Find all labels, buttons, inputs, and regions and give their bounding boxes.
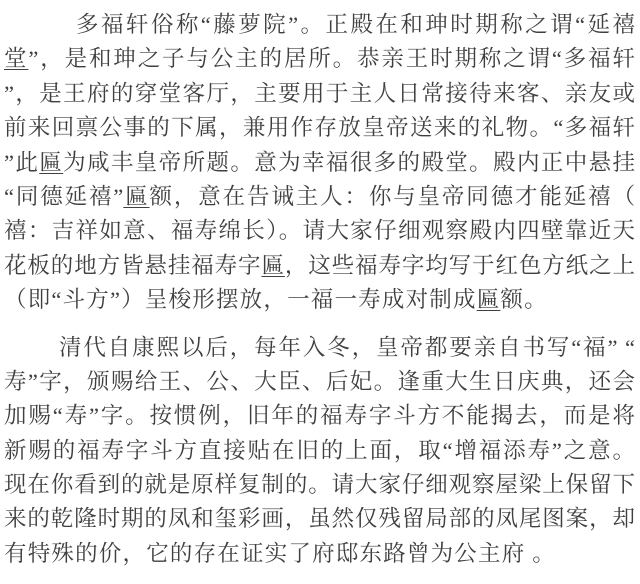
text-segment: 清代自康熙以后，每年入冬，皇帝都要亲自书写“福” “ — [59, 334, 635, 360]
underlined-text-segment: 匾 — [476, 287, 501, 313]
text-segment: ”，是王府的穿堂客厅，主要用于主人日常接待来客、亲友或 — [4, 80, 635, 106]
text-line — [4, 468, 635, 502]
text-line — [4, 146, 635, 180]
text-line — [4, 537, 635, 571]
text-segment: 前来回禀公事的下属，兼用作存放皇帝送来的礼物。“多福轩 — [4, 115, 635, 141]
text-segment: 花板的地方皆悬挂福寿字 — [4, 252, 262, 278]
text-line — [4, 502, 635, 536]
paragraph-1 — [4, 8, 635, 318]
text-line — [4, 331, 635, 365]
underlined-text-segment: 堂 — [4, 46, 29, 72]
text-segment: ，这些福寿字均写于红色方纸之上 — [284, 252, 635, 278]
text-segment: 加赐“寿”字。按惯例，旧年的福寿字斗方不能揭去，而是将 — [4, 403, 635, 429]
text-segment: 新赐的福寿字斗方直接贴在旧的上面，取“增福添寿”之意。 — [4, 437, 635, 463]
text-line — [4, 8, 635, 42]
underlined-text-segment: 匾 — [123, 183, 150, 209]
text-segment: 额。 — [500, 287, 548, 313]
underlined-text-segment: 匾 — [261, 252, 285, 278]
document-body — [4, 8, 635, 571]
text-segment: 多福轩俗称“藤萝院”。正殿在和珅时期称之谓“延禧 — [76, 12, 635, 37]
text-line — [4, 283, 635, 317]
text-line — [4, 399, 635, 433]
text-line — [4, 111, 635, 145]
text-segment: （即“斗方”）呈梭形摆放，一福一寿成对制成 — [4, 287, 477, 313]
underlined-text-segment: 匾 — [39, 149, 64, 175]
text-segment: 有特殊的价，它的存在证实了府邸东路曾为公主府 。 — [4, 540, 556, 566]
text-segment: 禧：吉祥如意、福寿绵长）。请大家仔细观察殿内四壁靠近天 — [4, 218, 635, 244]
paragraph-2 — [4, 331, 635, 572]
text-line — [4, 434, 635, 468]
text-line — [4, 77, 635, 111]
text-line — [4, 214, 635, 248]
text-segment: 额，意在告诫主人：你与皇帝同德才能延禧（ — [149, 183, 635, 209]
text-segment: ”此 — [4, 149, 40, 175]
text-segment: 现在你看到的就是原样复制的。请大家仔细观察屋梁上保留下 — [4, 472, 635, 498]
text-segment: 为咸丰皇帝所题。意为幸福很多的殿堂。殿内正中悬挂 — [63, 149, 635, 175]
text-segment: ”，是和珅之子与公主的居所。恭亲王时期称之谓“多福轩 — [28, 46, 635, 72]
text-line — [4, 180, 635, 214]
text-line — [4, 365, 635, 399]
text-line — [4, 249, 635, 283]
text-segment: “同德延禧” — [4, 183, 124, 209]
text-line — [4, 42, 635, 76]
text-segment: 来的乾隆时期的凤和玺彩画，虽然仅残留局部的凤尾图案，却 — [4, 506, 635, 532]
text-segment: 寿”字，颁赐给王、公、大臣、后妃。逢重大生日庆典，还会 — [4, 368, 635, 394]
